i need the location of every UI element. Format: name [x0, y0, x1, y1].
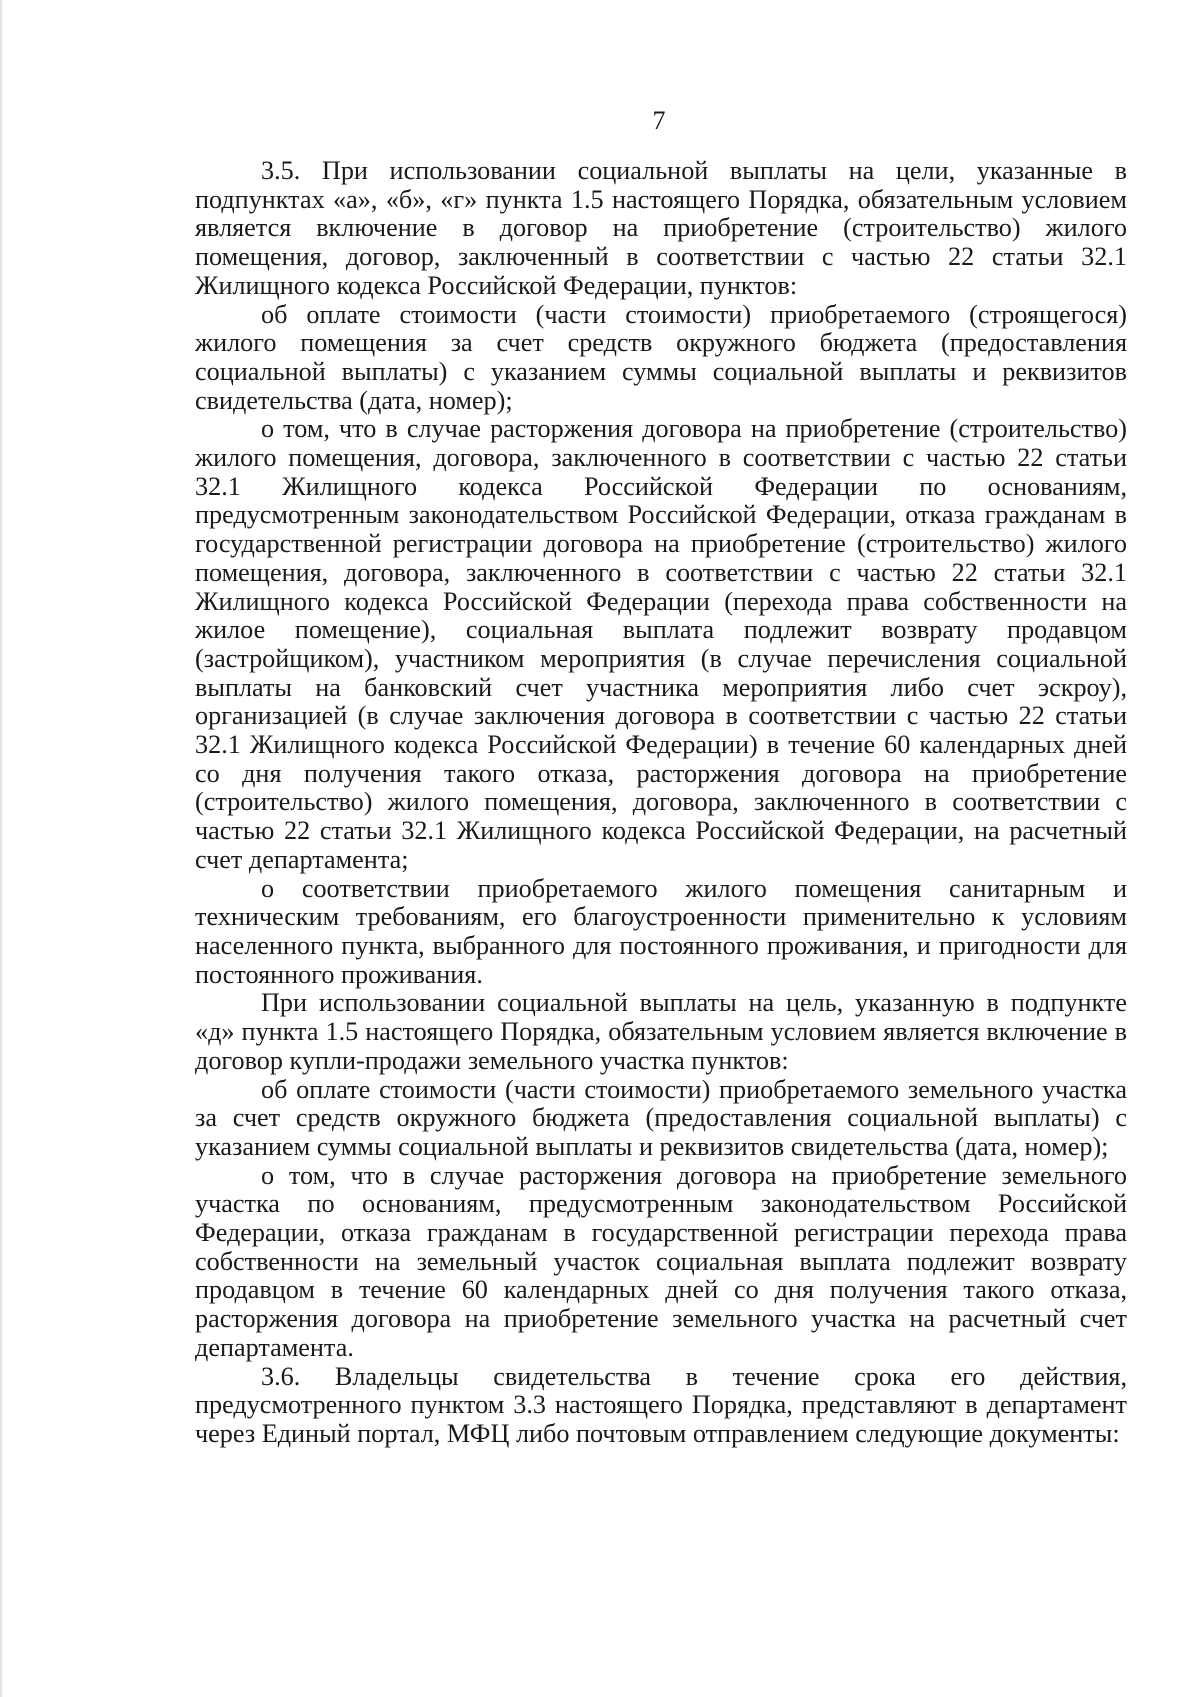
paragraph-payment-clause: об оплате стоимости (части стоимости) приобретаемого (строящегося) жилого помещения за счет средств окружного бюджета (предоставления социальной выплаты) с указанием суммы социальной выплаты и реквизитов свидетельства (дата, номер);	[195, 299, 1127, 415]
scan-edge-shadow	[0, 0, 3, 1697]
paragraph-land-termination-clause: о том, что в случае расторжения договора на приобретение земельного участка по основаниям, предусмотренным законодательством Российской Федерации, отказа гражданам в государственной регистрации перехода права собственности на земельный участок социальная выплата подлежит возврату продавцом в течение 60 календарных дней со дня получения такого отказа, расторжения договора на приобретение земельного участка на расчетный счет департамента.	[195, 1160, 1127, 1362]
paragraph-compliance-clause: о соответствии приобретаемого жилого помещения санитарным и техническим требованиям, его благоустроенности применительно к условиям населенного пункта, выбранного для постоянного проживания, и пригодности для постоянного проживания.	[195, 873, 1127, 989]
document-body	[195, 157, 1127, 1449]
paragraph-3-5: 3.5. При использовании социальной выплаты на цели, указанные в подпунктах «а», «б», «г» пункта 1.5 настоящего Порядка, обязательным условием является включение в договор на приобретение (строительство) жилого помещения, договор, заключенный в соответствии с частью 22 статьи 32.1 Жилищного кодекса Российской Федерации, пунктов:	[195, 156, 1127, 300]
paragraph-land-purpose: При использовании социальной выплаты на цель, указанную в подпункте «д» пункта 1.5 настоящего Порядка, обязательным условием является включение в договор купли-продажи земельного участка пунктов:	[195, 988, 1127, 1075]
paragraph-3-6: 3.6. Владельцы свидетельства в течение срока его действия, предусмотренного пунктом 3.3 настоящего Порядка, представляют в департамент через Единый портал, МФЦ либо почтовым отправлением следующие документы:	[195, 1361, 1127, 1448]
paragraph-land-payment-clause: об оплате стоимости (части стоимости) приобретаемого земельного участка за счет средств окружного бюджета (предоставления социальной выплаты) с указанием суммы социальной выплаты и реквизитов свидетельства (дата, номер);	[195, 1074, 1127, 1161]
paragraph-termination-clause: о том, что в случае расторжения договора на приобретение (строительство) жилого помещения, договора, заключенного в соответствии с частью 22 статьи 32.1 Жилищного кодекса Российской Федерации по основаниям, предусмотренным законодательством Российской Федерации, отказа гражданам в государственной регистрации договора на приобретение (строительство) жилого помещения, договора, заключенного в соответствии с частью 22 статьи 32.1 Жилищного кодекса Российской Федерации (перехода права собственности на жилое помещение), социальная выплата подлежит возврату продавцом (застройщиком), участником мероприятия (в случае перечисления социальной выплаты на банковский счет участника мероприятия либо счет эскроу), организацией (в случае заключения договора в соответствии с частью 22 статьи 32.1 Жилищного кодекса Российской Федерации) в течение 60 календарных дней со дня получения такого отказа, расторжения договора на приобретение (строительство) жилого помещения, договора, заключенного в соответствии с частью 22 статьи 32.1 Жилищного кодекса Российской Федерации, на расчетный счет департамента;	[195, 414, 1127, 874]
page-number: 7	[652, 106, 666, 135]
